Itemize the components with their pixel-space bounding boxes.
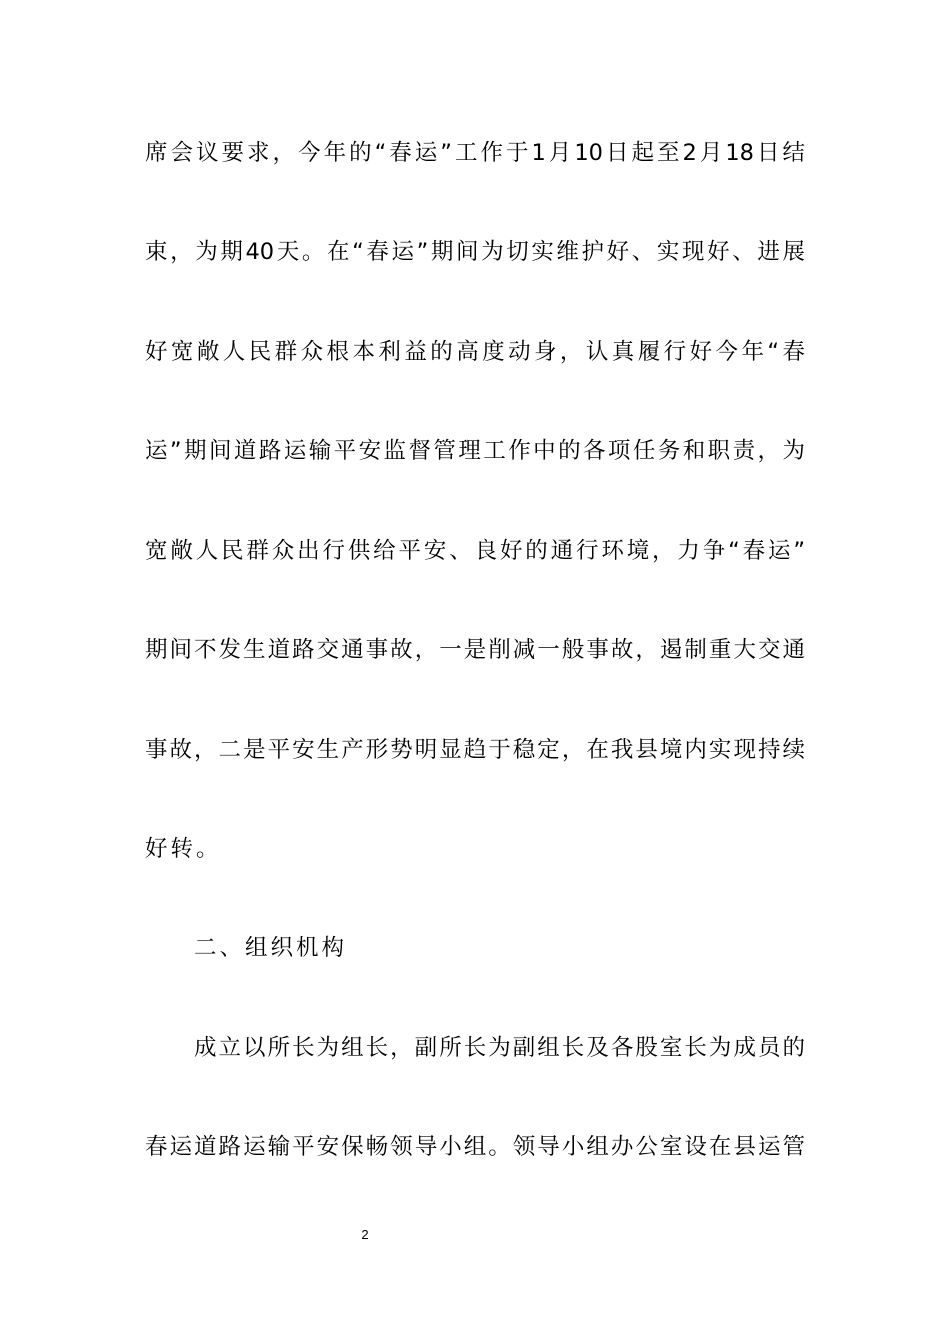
- body-text-line: 束，为期40天。在“春运”期间为切实维护好、实现好、进展: [145, 239, 805, 265]
- section-heading: 二、组织机构: [194, 935, 348, 961]
- body-text-line: 席会议要求，今年的“春运”工作于1月10日起至2月18日结: [145, 140, 805, 166]
- body-text-line: 好转。: [145, 836, 222, 862]
- page-number: 2: [361, 1227, 369, 1242]
- body-text-line: 运”期间道路运输平安监督管理工作中的各项任务和职责，为: [145, 438, 805, 464]
- body-text-line: 成立以所长为组长，副所长为副组长及各股室长为成员的: [194, 1035, 805, 1061]
- body-text-line: 好宽敞人民群众根本利益的高度动身，认真履行好今年“春: [145, 339, 805, 365]
- body-text-line: 宽敞人民群众出行供给平安、良好的通行环境，力争“春运”: [145, 538, 805, 564]
- body-text-line: 事故，二是平安生产形势明显趋于稳定，在我县境内实现持续: [145, 737, 805, 763]
- body-text-line: 春运道路运输平安保畅领导小组。领导小组办公室设在县运管: [145, 1134, 805, 1160]
- body-text-line: 期间不发生道路交通事故，一是削减一般事故，遏制重大交通: [145, 637, 805, 663]
